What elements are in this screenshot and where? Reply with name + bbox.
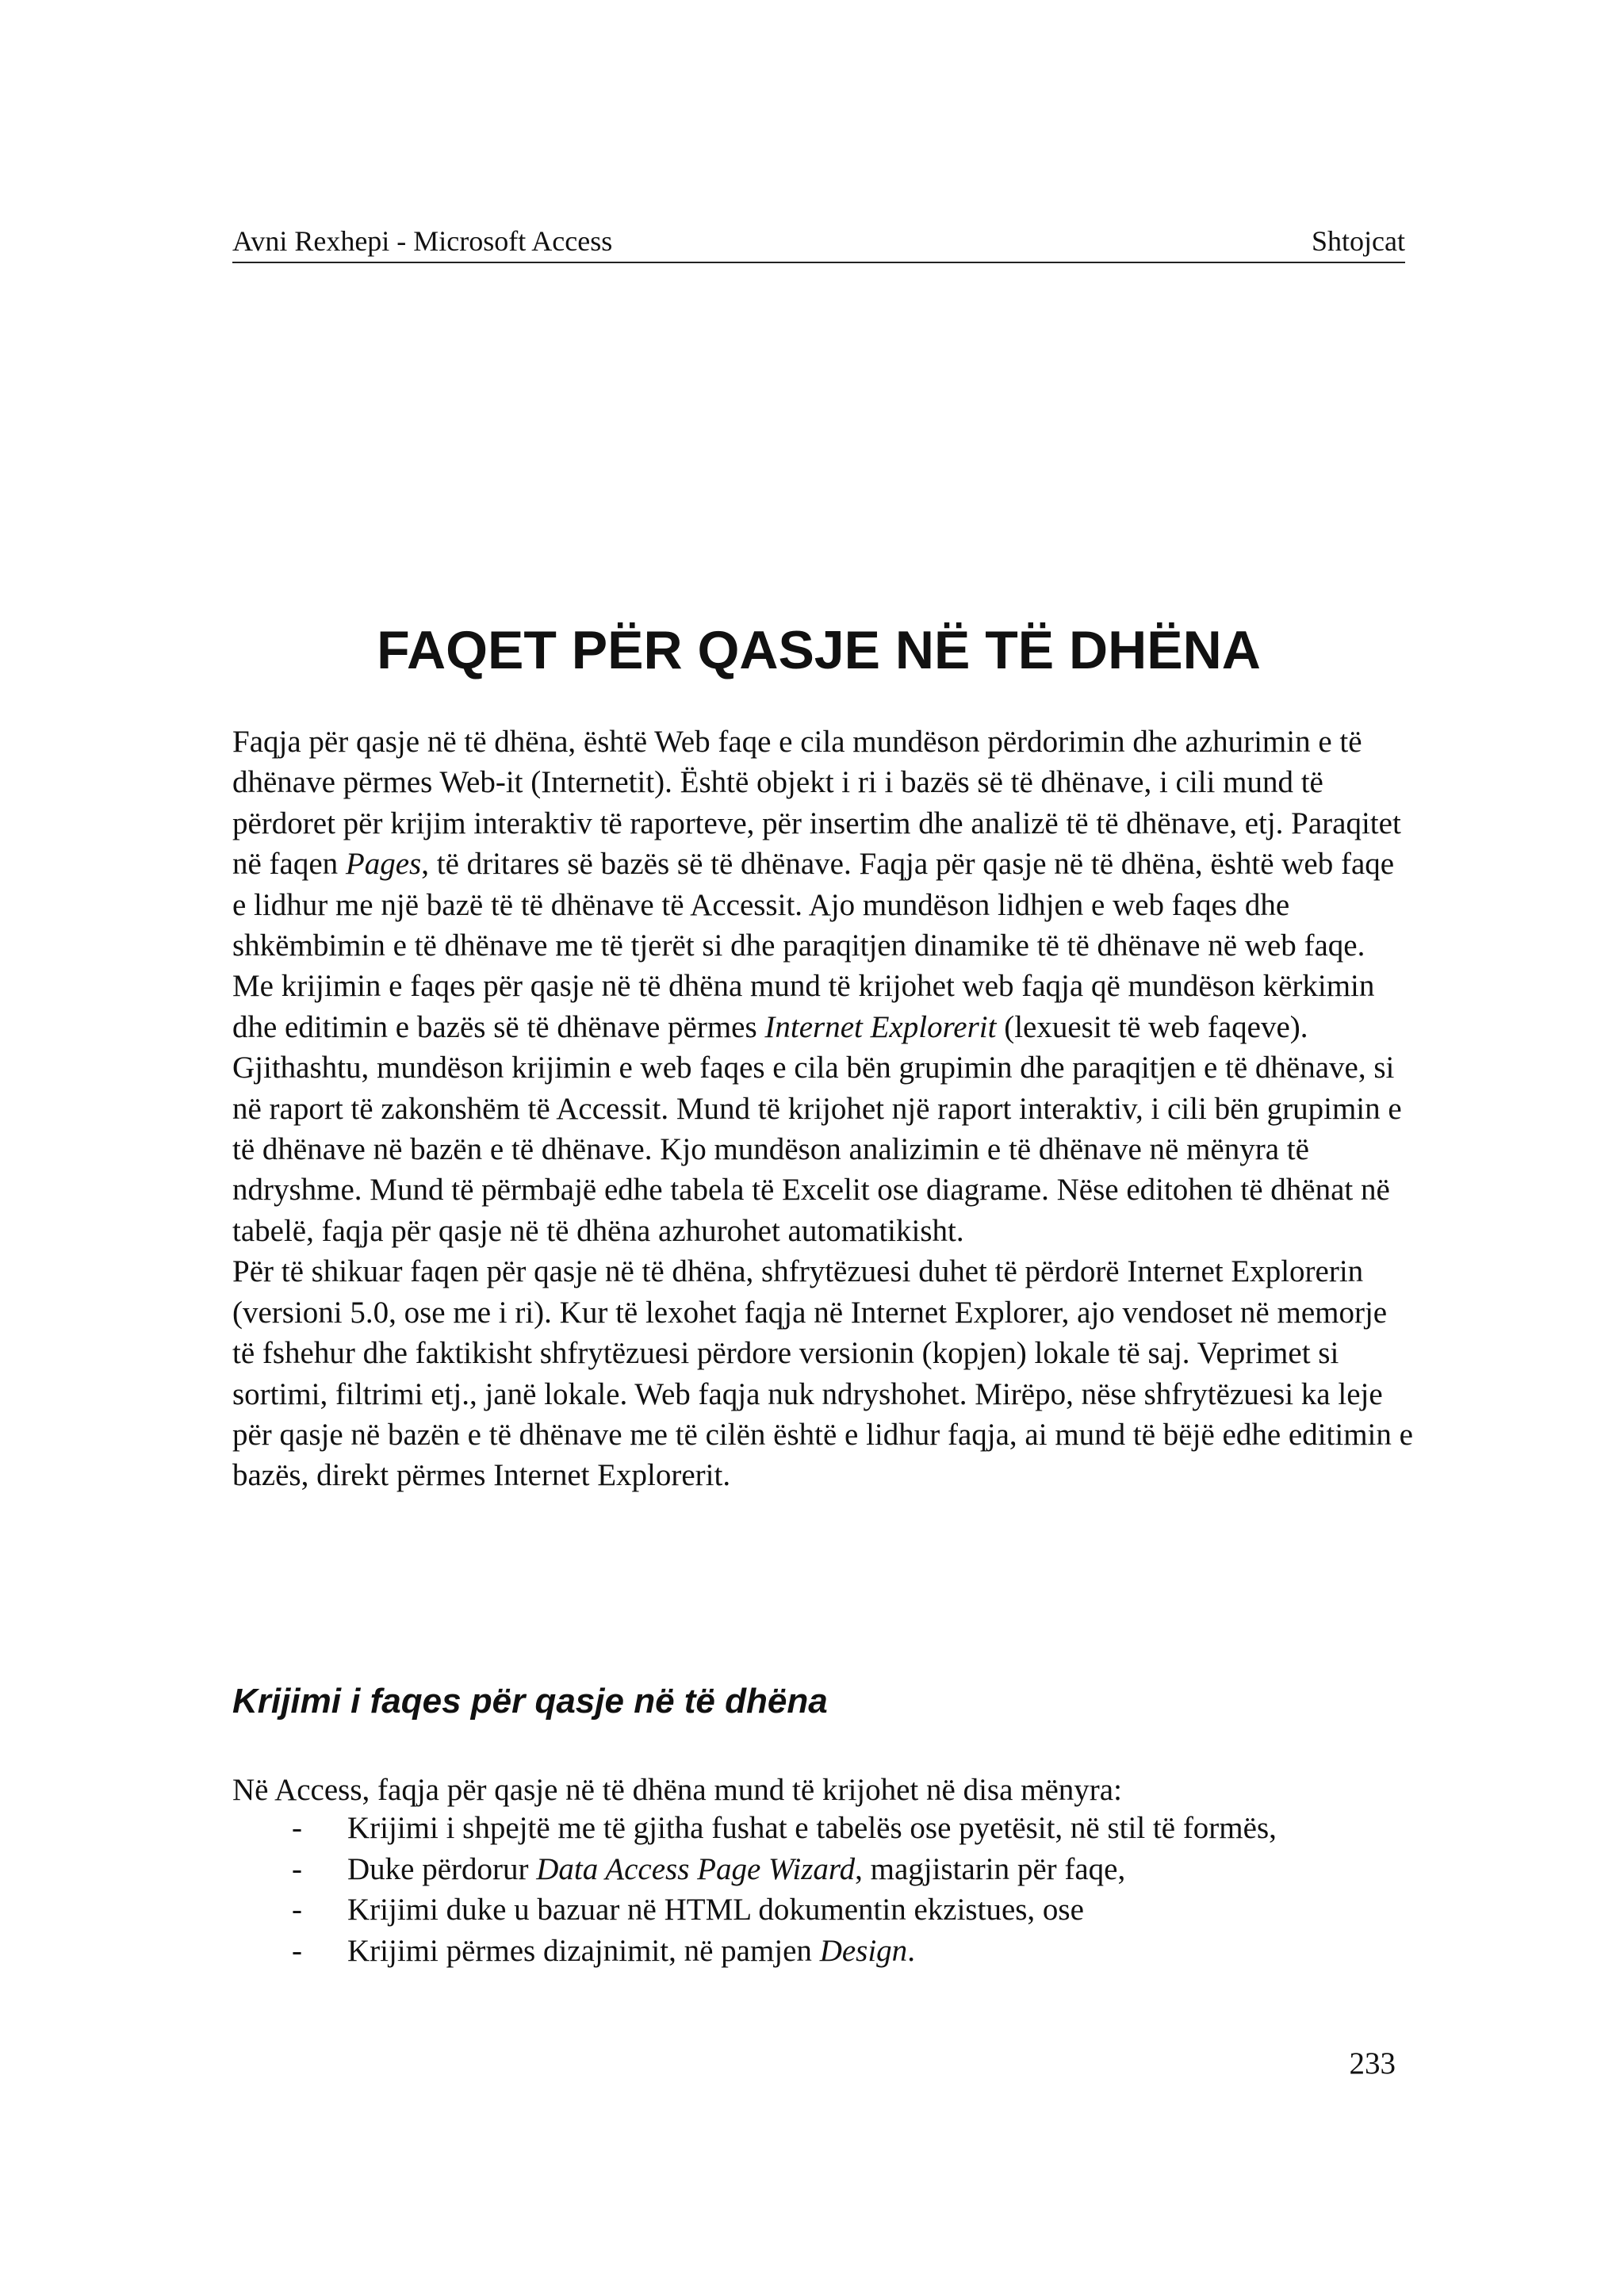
page-number: 233 bbox=[1349, 2046, 1396, 2081]
running-header bbox=[232, 224, 1405, 263]
chapter-title: FAQET PËR QASJE NË TË DHËNA bbox=[377, 620, 1261, 680]
list-dash: - bbox=[292, 1933, 302, 1968]
paragraph-text: , të dritares së bazës së të dhënave. Faqja për qasje në të dhëna, është web faqe e lidhur me një bazë të të dhënave të Accessit. Ajo mundëson lidhjen e web faqes dhe shkëmbimin e të dhënave me të tjerët si dhe paraqitjen dinamike të të dhënave në web faqe. Me krijimin e faqes për qasje në të dhëna mund të krijohet web faqja që mundëson kërkimin dhe editimin e bazës së të dhënave përmes bbox=[232, 847, 1395, 1044]
list-item-text: , magjistarin për faqe, bbox=[855, 1851, 1126, 1886]
list-item bbox=[232, 1931, 1422, 1972]
emphasis-pages: Pages bbox=[345, 847, 422, 882]
list-item-text: Krijimi përmes dizajnimit, në pamjen bbox=[347, 1933, 820, 1968]
list-item-text: Krijimi duke u bazuar në HTML dokumentin ekzistues, ose bbox=[347, 1893, 1084, 1927]
paragraph-intro bbox=[232, 722, 1414, 1047]
list-item bbox=[232, 1808, 1422, 1849]
emphasis-wizard-name: Data Access Page Wizard bbox=[536, 1851, 856, 1886]
header-book-title: Avni Rexhepi - Microsoft Access bbox=[232, 225, 613, 257]
emphasis-internet-explorer: Internet Explorerit bbox=[764, 1009, 997, 1044]
body-text bbox=[232, 722, 1414, 1496]
header-section-name: Shtojcat bbox=[1312, 225, 1405, 257]
section-heading: Krijimi i faqes për qasje në të dhëna bbox=[232, 1682, 828, 1721]
paragraph-text: Faqja për qasje në të dhëna, është Web faqe e cila mundëson përdorimin dhe azhurimin e të dhënave përmes Web-it (Internetit). Është objekt i ri i bazës së të dhënave, i cili mund të përdoret për krijim interaktiv të raporteve, për insertim dhe analizë të të dhënave, etj. Paraqitet në faqen bbox=[232, 725, 1401, 882]
paragraph-text: (lexuesit të web faqeve). bbox=[996, 1009, 1308, 1044]
list-item-text: . bbox=[907, 1933, 915, 1968]
list-item bbox=[232, 1889, 1422, 1931]
list-dash: - bbox=[292, 1893, 302, 1927]
list-item-text: Duke përdorur bbox=[347, 1851, 537, 1886]
paragraph-grouping: Gjithashtu, mundëson krijimin e web faqes e cila bën grupimin dhe paraqitjen e të dhënave, si në raport të zakonshëm të Accessit. Mund të krijohet një raport interaktiv, i cili bën grupimin e të dhënave në bazën e të dhënave. Kjo mundëson analizimin e të dhënave në mënyra të ndryshme. Mund të përmbajë edhe tabela të Excelit ose diagrame. Nëse editohen të dhënat në tabelë, faqja për qasje në të dhëna azhurohet automatikisht. bbox=[232, 1051, 1402, 1248]
section-intro: Në Access, faqja për qasje në të dhëna mund të krijohet në disa mënyra: bbox=[232, 1773, 1122, 1807]
creation-methods-list bbox=[232, 1808, 1422, 1971]
emphasis-design-view: Design bbox=[819, 1933, 908, 1968]
list-dash: - bbox=[292, 1851, 302, 1886]
list-item bbox=[232, 1849, 1422, 1890]
paragraph-viewing: Për të shikuar faqen për qasje në të dhëna, shfrytëzuesi duhet të përdorë Internet Explorerin (versioni 5.0, ose me i ri). Kur të lexohet faqja në Internet Explorer, ajo vendoset në memorje të fshehur dhe faktikisht shfrytëzuesi përdore versionin (kopjen) lokale të saj. Veprimet si sortimi, filtrimi etj., janë lokale. Web faqja nuk ndryshohet. Mirëpo, nëse shfrytëzuesi ka leje për qasje në bazën e të dhënave me të cilën është e lidhur faqja, ai mund të bëjë edhe editimin e bazës, direkt përmes Internet Explorerit. bbox=[232, 1254, 1413, 1493]
list-dash: - bbox=[292, 1811, 302, 1845]
list-item-text: Krijimi i shpejtë me të gjitha fushat e tabelës ose pyetësit, në stil të formës, bbox=[347, 1811, 1277, 1845]
